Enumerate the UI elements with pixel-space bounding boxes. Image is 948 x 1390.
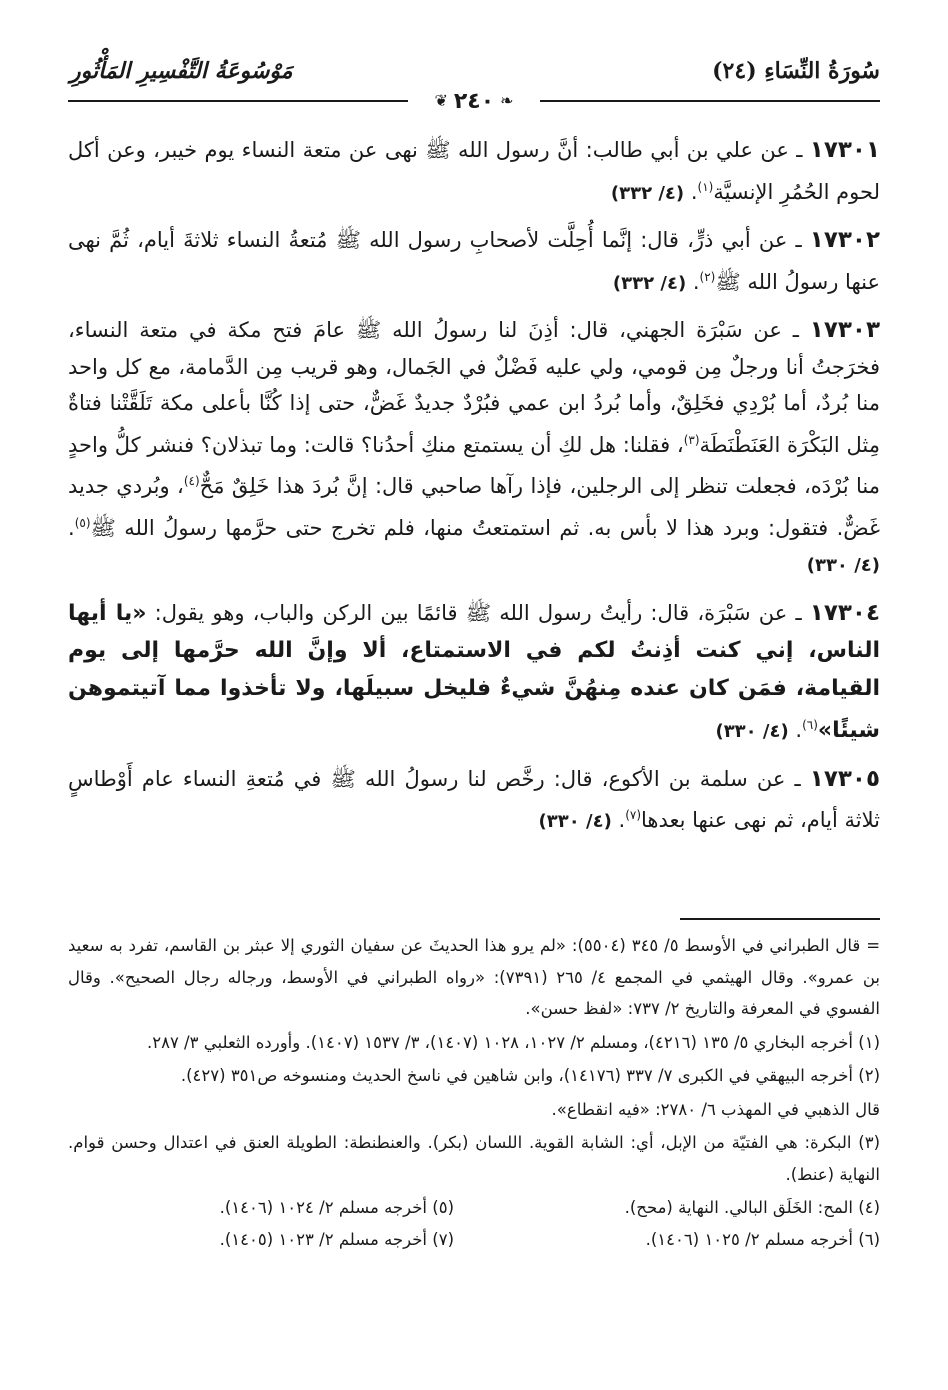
main-text (68, 132, 880, 851)
page-number-box (408, 86, 540, 116)
ornament-left-icon: ❦ (434, 91, 448, 110)
hadith-text: ـ عن سَبْرَة الجهني، قال: أذِنَ لنا رسولُ الله ﷺ عامَ فتح مكة في متعة النساء، فخرَجتُ أنا ورجلٌ مِن قومي، ولي عليه فَضْلٌ في الجَمال، وهو قريب مِن الدَّمامة، مع كل واحد منا بُردٌ، أما بُرْدِي فخَلِقٌ، وأما بُردُ ابن عمي فبُرْدٌ جديدٌ غَضٌّ، حتى إذا كُنَّا بأعلى مكة تَلَقَّتْنا فتاةٌ مِثل البَكْرَة العَنَطْنَطَة (68, 318, 880, 457)
ornament-right-icon: ❧ (500, 91, 514, 110)
footnote-5: (٥) أخرجه مسلم ٢/ ١٠٢٤ (١٤٠٦). (219, 1198, 454, 1217)
footnote-marker: (٥) (74, 515, 91, 530)
hadith-17304: ١٧٣٠٤ ـ عن سَبْرَة، قال: رأيتُ رسول الله ﷺ قائمًا بين الركن والباب، وهو يقول: «يا أيها الناس، إني كنت أذِنتُ لكم في الاستمتاع، ألا وإنَّ الله حرَّمها إلى يوم القيامة، فمَن كان عنده مِنهُنَّ شيءٌ فليخل سبيلَها، ولا تأخذوا مما آتيتموهن شيئًا»$^{(٦)}$. (٤/ ٣٣٠) (68, 599, 880, 743)
footnote-marker: (٣) (683, 432, 700, 447)
hadith-number: ١٧٣٠٤ (809, 599, 880, 626)
footnote-marker: (١) (697, 179, 714, 194)
footnote-7: (٧) أخرجه مسلم ٢/ ١٠٢٣ (١٤٠٥). (219, 1229, 454, 1249)
volume-ref: (٤/ ٣٣٢) (612, 272, 687, 294)
hadith-number: ١٧٣٠٣ (809, 317, 880, 343)
volume-ref: (٤/ ٣٣٠) (806, 555, 880, 576)
header-rule-right (540, 100, 880, 102)
footnote-6: (٦) أخرجه مسلم ٢/ ١٠٢٥ (١٤٠٦). (645, 1229, 880, 1249)
prophetic-quote: «يا أيها الناس، إني كنت أذِنتُ لكم في الاستمتاع، ألا وإنَّ الله حرَّمها إلى يوم القيامة، فمَن كان عنده مِنهُنَّ شيءٌ فليخل سبيلَها، ولا تأخذوا مما آتيتموهن شيئًا» (68, 600, 880, 743)
footnote-marker: (٢) (699, 269, 716, 284)
footnote-separator (680, 918, 880, 920)
header-rule-left (68, 100, 408, 102)
hadith-text: ـ عن علي بن أبي طالب: أنَّ رسول الله ﷺ نهى عن متعة النساء يوم خيبر، وعن أكل لحوم الحُمُرِ الإنسيَّة (68, 138, 880, 204)
hadith-text: ـ عن سلمة بن الأكوع، قال: رخَّص لنا رسولُ الله ﷺ في مُتعةِ النساء عام أَوْطاسٍ ثلاثة أيام، ثم نهى عنها بعدها (68, 766, 880, 832)
hadith-17303: ١٧٣٠٣ ـ عن سَبْرَة الجهني، قال: أذِنَ لنا رسولُ الله ﷺ عامَ فتح مكة في متعة النساء، فخرَجتُ أنا ورجلٌ مِن قومي، ولي عليه فَضْلٌ في الجَمال، وهو قريب مِن الدَّمامة، مع كل واحد منا بُردٌ، أما بُرْدِي فخَلِقٌ، وأما بُردُ ابن عمي فبُرْدٌ جديدٌ غَضٌّ، حتى إذا كُنَّا بأعلى مكة تَلَقَّتْنا فتاةٌ مِثل البَكْرَة العَنَطْنَطَة$^{(٣)}$، فقلنا: هل لكِ أن يستمتع منكِ أحدُنا؟ قالت: وما تبذلان؟ فنشر كلُّ واحدٍ منا بُرْدَه، فجعلت تنظر إلى الرجلين، فإذا رآها صاحبي قال: إنَّ بُردَ هذا خَلِقٌ مَحٌّ$^{(٤)}$، وبُردي جديد غَضٌّ. فتقول: وبرد هذا لا بأس به. ثم استمتعتُ منها، فلم تخرج حتى حرَّمها رسولُ الله ﷺ$^{(٥)}$. (٤/ ٣٣٠) (68, 317, 880, 576)
footnote-marker: (٧) (625, 808, 642, 822)
book-title: مَوْسُوعَةُ التَّفْسِيرِ المَأْثُورِ (70, 58, 293, 84)
hadith-text: ـ عن سَبْرَة، قال: رأيتُ رسول الله ﷺ قائمًا بين الركن والباب، وهو يقول: (146, 600, 810, 625)
footnote-marker: (٦) (802, 718, 818, 732)
volume-ref: (٤/ ٣٣٠) (538, 811, 612, 832)
footnotes (68, 930, 880, 1255)
footnote-1: (١) أخرجه البخاري ٥/ ١٣٥ (٤٢١٦)، ومسلم ٢/ ١٠٢٧، ١٠٢٨ (١٤٠٧)، ٣/ ١٥٣٧ (١٤٠٧). وأورده الثعلبي ٣/ ٢٨٧. (146, 1032, 880, 1052)
hadith-text: ، وبُردي جديد غَضٌّ. فتقول: وبرد هذا لا بأس به. ثم استمتعتُ منها، فلم تخرج حتى حرَّمها رسولُ الله ﷺ (68, 474, 880, 540)
hadith-number: ١٧٣٠١ (809, 137, 880, 163)
hadith-number: ١٧٣٠٢ (809, 227, 880, 253)
hadith-17302: ١٧٣٠٢ ـ عن أبي ذرٍّ، قال: إنَّما أُحِلَّت لأصحابِ رسول الله ﷺ مُتعةُ النساء ثلاثةَ أيام، ثُمَّ نهى عنها رسولُ الله ﷺ$^{(٢)}$. (٤/ ٣٣٢) (68, 227, 880, 294)
hadith-number: ١٧٣٠٥ (809, 765, 880, 792)
footnote-2-note: قال الذهبي في المهذب ٦/ ٢٧٨٠: «فيه انقطاع». (551, 1099, 880, 1119)
hadith-17305: ١٧٣٠٥ ـ عن سلمة بن الأكوع، قال: رخَّص لنا رسولُ الله ﷺ في مُتعةِ النساء عام أَوْطاسٍ ثلاثة أيام، ثم نهى عنها بعدها$^{(٧)}$. (٤/ ٣٣٠) (68, 765, 880, 832)
footnote-2: (٢) أخرجه البيهقي في الكبرى ٧/ ٣٣٧ (١٤١٧٦)، وابن شاهين في ناسخ الحديث ومنسوخه ص٣٥١ (٤٢٧). (180, 1066, 880, 1085)
footnote-marker: (٤) (183, 474, 200, 488)
hadith-17301: ١٧٣٠١ ـ عن علي بن أبي طالب: أنَّ رسول الله ﷺ نهى عن متعة النساء يوم خيبر، وعن أكل لحوم الحُمُرِ الإنسيَّة$^{(١)}$. (٤/ ٣٣٢) (68, 137, 880, 204)
hadith-text: ، فقلنا: هل لكِ أن يستمتع منكِ أحدُنا؟ قالت: وما تبذلان؟ فنشر كلُّ واحدٍ منا بُرْدَه، فجعلت تنظر إلى الرجلين، فإذا رآها صاحبي قال: إنَّ بُردَ هذا خَلِقٌ مَحٌّ (68, 432, 880, 498)
footnote-3: (٣) البكرة: هي الفتيّة من الإبل، أي: الشابة القوية. اللسان (بكر). والعنطنطة: الطويلة العنق في اعتدال وحسن قوام. النهاية (عنط). (68, 1133, 880, 1184)
hadith-text: ـ عن أبي ذرٍّ، قال: إنَّما أُحِلَّت لأصحابِ رسول الله ﷺ مُتعةُ النساء ثلاثةَ أيام، ثُمَّ نهى عنها رسولُ الله ﷺ (68, 228, 880, 294)
footnotes-grid (68, 1192, 880, 1255)
surah-title: سُورَةُ النِّسَاءِ (٢٤) (712, 58, 880, 84)
footnote-continuation: = قال الطبراني في الأوسط ٥/ ٣٤٥ (٥٥٠٤): «لم يرو هذا الحديثَ عن سفيان الثوري إلا عبثر بن القاسم، تفرد به سعيد بن عمرو». وقال الهيثمي في المجمع ٤/ ٢٦٥ (٧٣٩١): «رواه الطبراني في الأوسط، ورجاله رجال الصحيح». وقال الفسوي في المعرفة والتاريخ ٢/ ٧٣٧: «لفظ حسن». (68, 936, 881, 1018)
volume-ref: (٤/ ٣٣٢) (610, 182, 685, 204)
page-number: ٢٤٠ (453, 88, 495, 114)
volume-ref: (٤/ ٣٣٠) (715, 721, 789, 742)
footnote-4: (٤) المح: الخَلَق البالي. النهاية (محح). (624, 1198, 880, 1217)
